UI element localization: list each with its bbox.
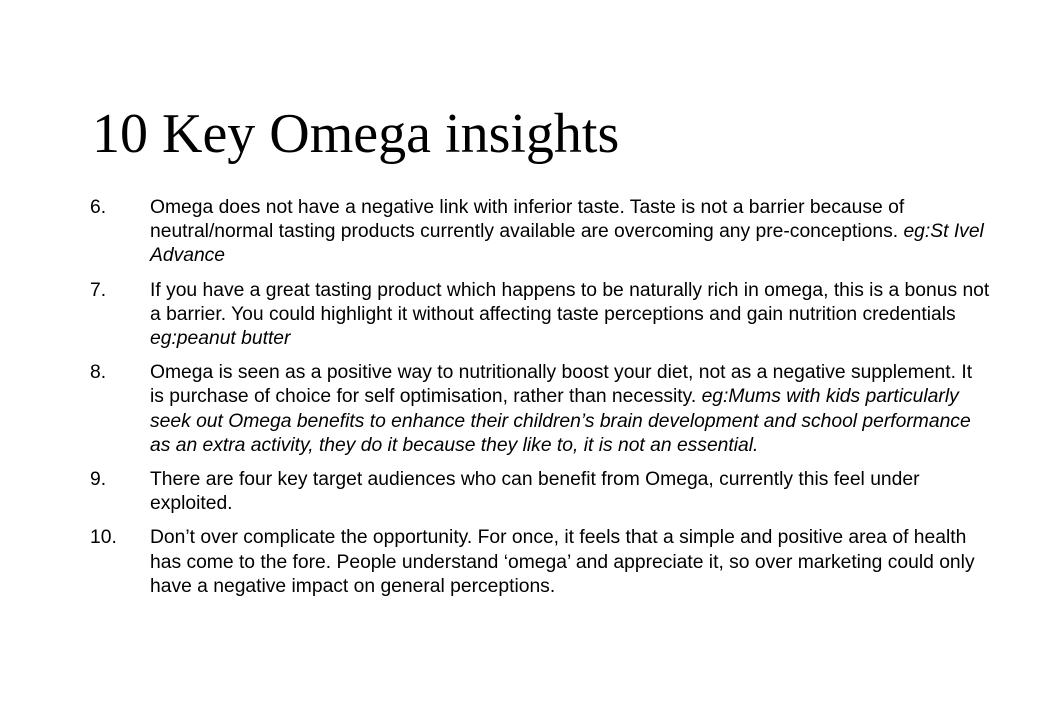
item-example: eg:St Ivel Advance — [150, 221, 984, 267]
item-text — [150, 361, 990, 458]
list-item — [90, 196, 990, 269]
item-example: eg:peanut butter — [150, 328, 291, 350]
item-body: There are four key target audiences who can benefit from Omega, currently this feel under exploited. — [150, 469, 920, 515]
item-text — [150, 279, 990, 352]
insights-list — [90, 196, 990, 609]
list-item — [90, 279, 990, 352]
list-item — [90, 361, 990, 458]
item-body: If you have a great tasting product which happens to be naturally rich in omega, this is a bonus not a barrier. You could highlight it without affecting taste perceptions and gain nutrition credentials — [150, 279, 990, 325]
item-text — [150, 468, 990, 516]
item-number: 10. — [90, 527, 117, 549]
item-number: 9. — [90, 469, 107, 491]
item-number: 6. — [90, 197, 107, 218]
item-text — [150, 526, 990, 599]
item-number: 8. — [90, 362, 107, 384]
item-body: Omega does not have a negative link with inferior taste. Taste is not a barrier because of neutral/normal tasting products currently available are overcoming any pre-conceptions. — [150, 197, 905, 243]
item-text — [150, 196, 990, 269]
slide-title: 10 Key Omega insights — [92, 103, 620, 165]
list-item — [90, 526, 990, 599]
item-number: 7. — [90, 279, 107, 301]
item-example: eg:Mums with kids particularly seek out Omega benefits to enhance their children’s brain development and school performance as an extra activity, they do it because they like to, it is not an essential. — [150, 386, 971, 456]
list-item — [90, 468, 990, 516]
item-body: Omega is seen as a positive way to nutritionally boost your diet, not as a negative supplement. It is purchase of choice for self optimisation, rather than necessity. — [150, 362, 973, 408]
item-body: Don’t over complicate the opportunity. For once, it feels that a simple and positive area of health has come to the fore. People understand ‘omega’ and appreciate it, so over marketing could only have a negative impact on general perceptions. — [150, 527, 975, 597]
